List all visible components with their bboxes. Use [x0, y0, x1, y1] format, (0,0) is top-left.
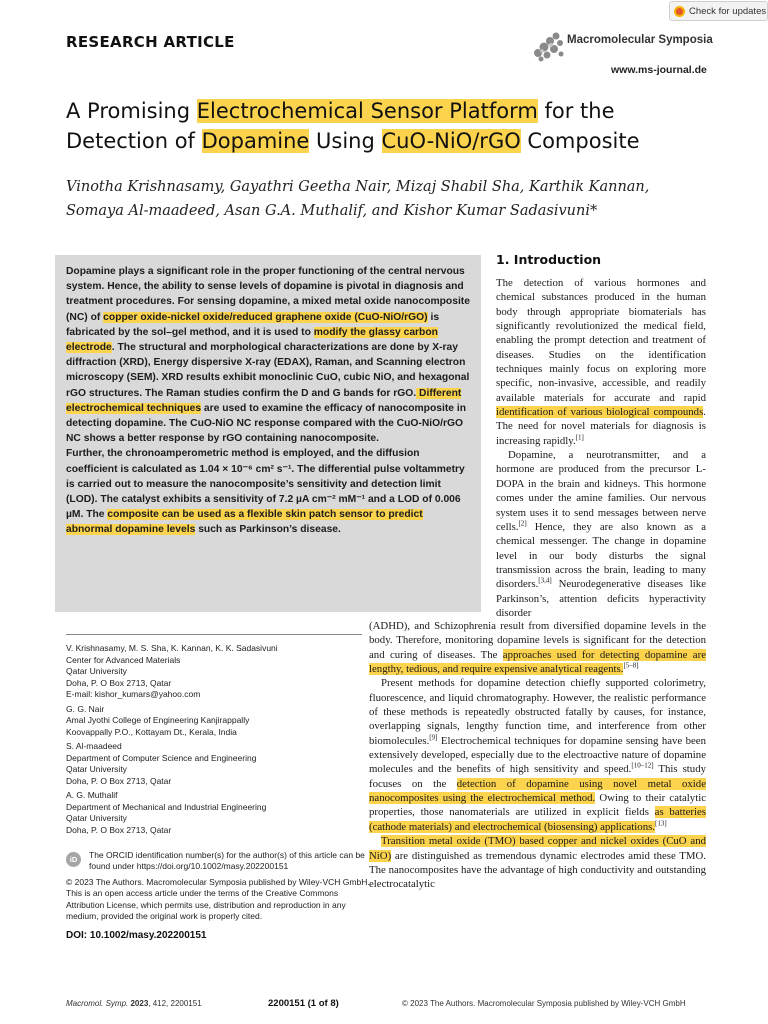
body-text: are distinguished as tremendous dynamic electrodes amid these TMO. The nanocomposites have the advantage of high conductivity and outstanding electrocatalytic [369, 849, 706, 891]
check-for-updates-button[interactable] [669, 1, 768, 21]
article-type-label: RESEARCH ARTICLE [66, 33, 235, 51]
affiliation-line: Qatar University [66, 764, 127, 774]
orcid-note [66, 850, 378, 873]
citation-link[interactable]: [3,4] [538, 576, 552, 585]
footer-journal: Macromol. Symp. [66, 999, 129, 1008]
journal-logo-icon [530, 29, 568, 63]
body-paragraph [496, 448, 706, 620]
abstract-highlight: Different electrochemical techniques [66, 387, 462, 414]
intro-column-right [496, 276, 706, 620]
abstract-paragraph [66, 446, 471, 537]
body-text: Dopamine, a neurotransmitter, and a hormone are produced from the precursor L-DOPA in the brain and kidneys. This hormone comes under the amine families. Our nervous system uses it to send messages between nerve cells. [496, 449, 706, 533]
affiliation-group [66, 741, 366, 787]
affiliation-line: Amal Jyothi College of Engineering Kanjirappally [66, 715, 250, 725]
abstract-box [55, 255, 481, 612]
section-heading-introduction: 1. Introduction [496, 252, 602, 267]
orcid-text[interactable]: The ORCID identification number(s) for the author(s) of this article can be found under https://doi.org/10.1002/masy.202200151 [89, 850, 365, 872]
citation-link[interactable]: [9] [429, 733, 438, 742]
abstract-text: is fabricated by the sol–gel method, and it is used to [66, 311, 440, 338]
abstract-text: . The structural and morphological characterizations are done by X-ray diffraction (XRD), Energy dispersive X-ray (EDAX), Raman, and Scanning electron microscopy (SEM). XRD results exhibit monoclinic CuO, cubic NiO, and hexagonal rGO structures. The Raman studies confirm the D and G bands for rGO. [66, 342, 470, 399]
affiliation-line: Department of Computer Science and Engineering [66, 752, 257, 763]
copyright-notice: © 2023 The Authors. Macromolecular Symposia published by Wiley-VCH GmbH. This is an open access article under the terms of the Creative Commons Attribution License, which permits use, distribution and reproduction in any medium, provided the original work is properly cited. [66, 877, 370, 921]
affiliations [66, 643, 366, 839]
affiliation-line: Qatar University [66, 666, 127, 676]
affiliation-line: Doha, P. O Box 2713, Qatar [66, 775, 172, 786]
body-text: Electrochemical techniques for dopamine sensing have been extensively developed, especially due to the electroactive nature of dopamine molecules and the benefits of high sensitivity and speed. [369, 734, 706, 776]
body-highlight: identification of various biological compounds [496, 406, 704, 419]
body-paragraph [369, 619, 706, 676]
affiliation-line: Center for Advanced Materials [66, 654, 181, 665]
crossmark-icon [674, 6, 685, 17]
title-part: Using [309, 129, 382, 153]
affiliation-line: Department of Mechanical and Industrial Engineering [66, 801, 267, 812]
check-for-updates-label: Check for updates [689, 5, 767, 17]
orcid-icon: iD [66, 852, 81, 867]
article-title [66, 96, 706, 156]
footer-year: 2023 [130, 999, 149, 1008]
body-highlight: approaches used for detecting dopamine are lengthy, tedious, and require expensive analytical reagents. [369, 648, 706, 676]
body-text: This study focuses on the [369, 763, 706, 790]
abstract-text: such as Parkinson’s disease. [195, 524, 341, 536]
journal-name: Macromolecular Symposia [567, 34, 713, 46]
title-highlight: Electrochemical Sensor Platform [196, 99, 538, 123]
affiliation-line: A. G. Muthalif [66, 790, 118, 800]
title-part: Composite [520, 129, 640, 153]
journal-url-link[interactable]: www.ms-journal.de [611, 64, 707, 76]
body-text: Present methods for dopamine detection chiefly supported colorimetry, fluorescence, and liquid chromatography. However, the realistic performance of these methods is repeatedly obstructed fatally by causes, for instance, overlapping signals, lengthy function time, and interference from other biomolecules. [369, 677, 706, 747]
affiliation-group [66, 704, 366, 739]
citation-link[interactable]: [1] [575, 433, 584, 442]
affiliation-line: Koovappally P.O., Kottayam Dt., Kerala, India [66, 726, 237, 737]
body-highlight: Transition metal oxide (TMO) based copper and nickel oxides (CuO and NiO) [369, 835, 706, 862]
abstract-paragraph [66, 264, 471, 446]
body-text: (ADHD), and Schizophrenia result from diversified dopamine levels in the body. Therefore, monitoring dopamine levels is significant for the detection and curing of diseases. The [369, 620, 706, 661]
citation-link[interactable]: [13] [655, 819, 667, 828]
body-text: The detection of various hormones and chemical substances produced in the human body through appropriate biomaterials has significantly revolutionized the medical field, enabling the prompt detection and treatment of diseases. Studies on the identification techniques mainly focus on exploring more specific, non-invasive, accessible, and readily available materials for accurate and rapid [496, 277, 706, 404]
body-text: Owing to their catalytic properties, those nanomaterials are utilized in explicit fields [369, 792, 706, 819]
citation-link[interactable]: [10–12] [631, 761, 654, 770]
body-paragraph [496, 276, 706, 448]
abstract-text: are used to examine the efficacy of nanocomposite in detecting dopamine. The CuO-NiO NC response compared with the CuO-NiO/rGO NC shows a better response by rGO containing nanocomposite. [66, 402, 466, 445]
affiliation-group [66, 790, 366, 836]
body-paragraph [369, 834, 706, 891]
affiliation-line: Doha, P. O Box 2713, Qatar [66, 824, 172, 835]
body-highlight: as batteries (cathode materials) and electrochemical (biosensing) applications. [369, 806, 707, 833]
footer-copyright: © 2023 The Authors. Macromolecular Symposia published by Wiley-VCH GmbH [402, 999, 686, 1008]
body-text: Neurodegenerative diseases like Parkinson’s, attention deficits hyperactivity disorder [496, 578, 706, 619]
affiliation-line: Doha, P. O Box 2713, Qatar [66, 677, 172, 688]
page-number: 2200151 (1 of 8) [268, 998, 339, 1009]
affiliation-line: G. G. Nair [66, 703, 105, 714]
title-highlight: CuO-NiO/rGO [381, 129, 521, 153]
abstract-text: Further, the chronoamperometric method is employed, and the diffusion coefficient is calculated as 1.04 × 10⁻⁶ cm² s⁻¹. The differential pulse voltammetry is carried out to measure the nanocomposite’s sensitivity and detection limit (LOD). The catalyst exhibits a sensitivity of 7.2 µA cm⁻² mM⁻¹ and a LOD of 0.006 µM. The [66, 448, 465, 521]
affiliation-line: S. Al-maadeed [66, 741, 122, 751]
title-part: A Promising [66, 99, 197, 123]
doi-link[interactable]: DOI: 10.1002/masy.202200151 [66, 930, 207, 941]
intro-column-wide [369, 619, 706, 892]
citation-link[interactable]: [5–8] [623, 661, 639, 670]
footer-citation [66, 999, 202, 1008]
affiliation-line: Qatar University [66, 813, 127, 823]
body-highlight: detection of dopamine using novel metal oxide nanocomposites using the electrochemical method. [369, 777, 706, 805]
body-text: Hence, they are also known as a chemical messenger. The change in dopamine level in our body disturbs the signal transmission across the brain, leading to many disorders. [496, 520, 706, 591]
affiliation-line: V. Krishnasamy, M. S. Sha, K. Kannan, K. K. Sadasivuni [66, 643, 278, 653]
abstract-highlight: composite can be used as a flexible skin patch sensor to predict abnormal dopamine levels [66, 509, 423, 536]
body-text: . The need for novel materials for diagnosis is increasing rapidly. [496, 406, 706, 447]
title-part: for the Detection of [66, 99, 615, 153]
abstract-text: Dopamine plays a significant role in the proper functioning of the central nervous system. Hence, the ability to sense levels of dopamine is pivotal in diagnosis and treatment procedures. For sensing dopamine, a mixed metal oxide nanocomposite (NC) of [66, 266, 470, 323]
affiliation-divider [66, 634, 362, 635]
title-highlight: Dopamine [201, 129, 310, 153]
author-list: Vinotha Krishnasamy, Gayathri Geetha Nair, Mizaj Shabil Sha, Karthik Kannan, Somaya Al-maadeed, Asan G.A. Muthalif, and Kishor Kumar Sadasivuni* [66, 179, 650, 219]
abstract-highlight: copper oxide-nickel oxide/reduced graphene oxide (CuO-NiO/rGO) [103, 311, 428, 323]
citation-link[interactable]: [2] [518, 519, 527, 528]
footer-volume: , 412, 2200151 [148, 999, 202, 1008]
body-paragraph [369, 676, 706, 834]
author-email-link[interactable]: E-mail: kishor_kumars@yahoo.com [66, 689, 201, 699]
affiliation-group [66, 643, 366, 701]
abstract-highlight: modify the glassy carbon electrode [66, 326, 438, 354]
